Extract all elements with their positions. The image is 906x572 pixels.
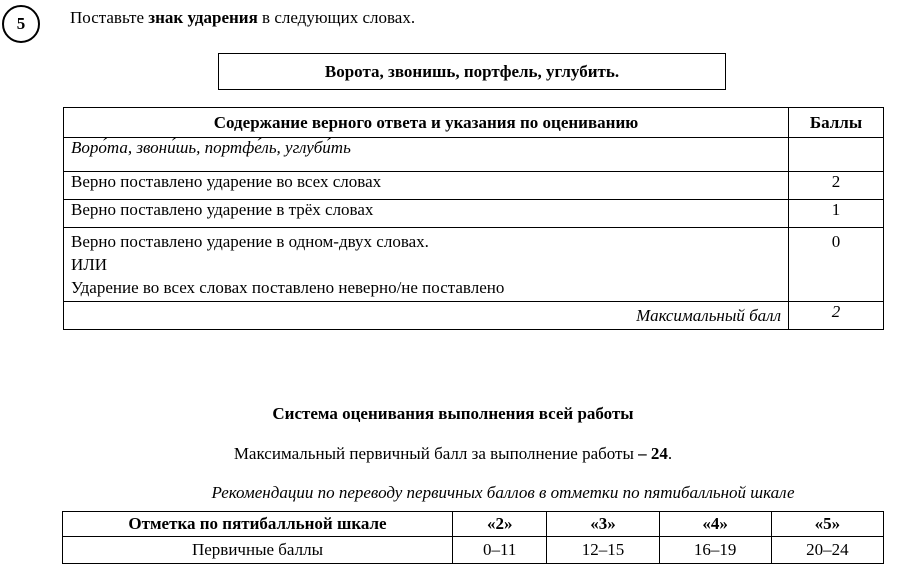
system-title: Система оценивания выполнения всей работы bbox=[272, 404, 634, 423]
max-primary-end: . bbox=[667, 444, 673, 463]
grade-cell: «2» bbox=[453, 512, 547, 537]
grade-cell: «4» bbox=[659, 512, 771, 537]
task-instruction bbox=[70, 8, 415, 28]
max-score-value: 2 bbox=[789, 302, 884, 330]
grade-cell: «5» bbox=[771, 512, 883, 537]
criteria-header-points: Баллы bbox=[789, 108, 884, 138]
range-cell: 0–11 bbox=[453, 537, 547, 564]
criterion-line: Ударение во всех словах поставлено неверно/не поставлено bbox=[71, 278, 505, 297]
task-instruction-prefix: Поставьте bbox=[70, 8, 149, 27]
recommendation-text: Рекомендации по переводу первичных баллов в отметки по пятибалльной шкале bbox=[211, 483, 795, 502]
range-cell: 16–19 bbox=[659, 537, 771, 564]
table-row bbox=[64, 228, 884, 302]
grade-row-label: Первичные баллы bbox=[63, 537, 453, 564]
criterion-points: 0 bbox=[789, 228, 884, 302]
task-instruction-suffix: в следующих словах. bbox=[257, 8, 416, 27]
grade-table bbox=[62, 511, 884, 564]
criterion-description bbox=[64, 228, 789, 302]
criterion-line: ИЛИ bbox=[71, 255, 108, 274]
criteria-header-row bbox=[64, 108, 884, 138]
words-box bbox=[218, 53, 726, 90]
criterion-points: 1 bbox=[789, 200, 884, 228]
grade-header-row bbox=[63, 512, 884, 537]
max-primary-text: Максимальный первичный балл за выполнение работы bbox=[233, 444, 634, 463]
max-score-row bbox=[64, 302, 884, 330]
grade-cell: «3» bbox=[547, 512, 659, 537]
criterion-points: 2 bbox=[789, 172, 884, 200]
criterion-description: Верно поставлено ударение во всех словах bbox=[64, 172, 789, 200]
criterion-line: Верно поставлено ударение в одном-двух словах. bbox=[71, 232, 429, 251]
criteria-answer-row bbox=[64, 138, 884, 172]
table-row bbox=[64, 200, 884, 228]
table-row bbox=[64, 172, 884, 200]
criterion-description: Верно поставлено ударение в трёх словах bbox=[64, 200, 789, 228]
task-instruction-bold: знак ударения bbox=[148, 8, 258, 27]
correct-answer: Воро́та, звони́шь, портфе́ль, углуби́ть bbox=[64, 138, 789, 172]
grade-range-row bbox=[63, 537, 884, 564]
criteria-header-content: Содержание верного ответа и указания по оцениванию bbox=[64, 108, 789, 138]
max-primary-value: 24 bbox=[650, 444, 668, 463]
max-primary-dash: – bbox=[633, 444, 651, 463]
range-cell: 20–24 bbox=[771, 537, 883, 564]
words-text: Ворота, звонишь, портфель, углубить. bbox=[324, 61, 620, 81]
max-primary-score bbox=[0, 444, 906, 464]
task-number-badge bbox=[2, 5, 40, 43]
correct-answer-points bbox=[789, 138, 884, 172]
grade-header-label: Отметка по пятибалльной шкале bbox=[63, 512, 453, 537]
criteria-table bbox=[63, 107, 884, 330]
range-cell: 12–15 bbox=[547, 537, 659, 564]
task-number: 5 bbox=[16, 14, 26, 33]
max-score-label: Максимальный балл bbox=[64, 302, 789, 330]
